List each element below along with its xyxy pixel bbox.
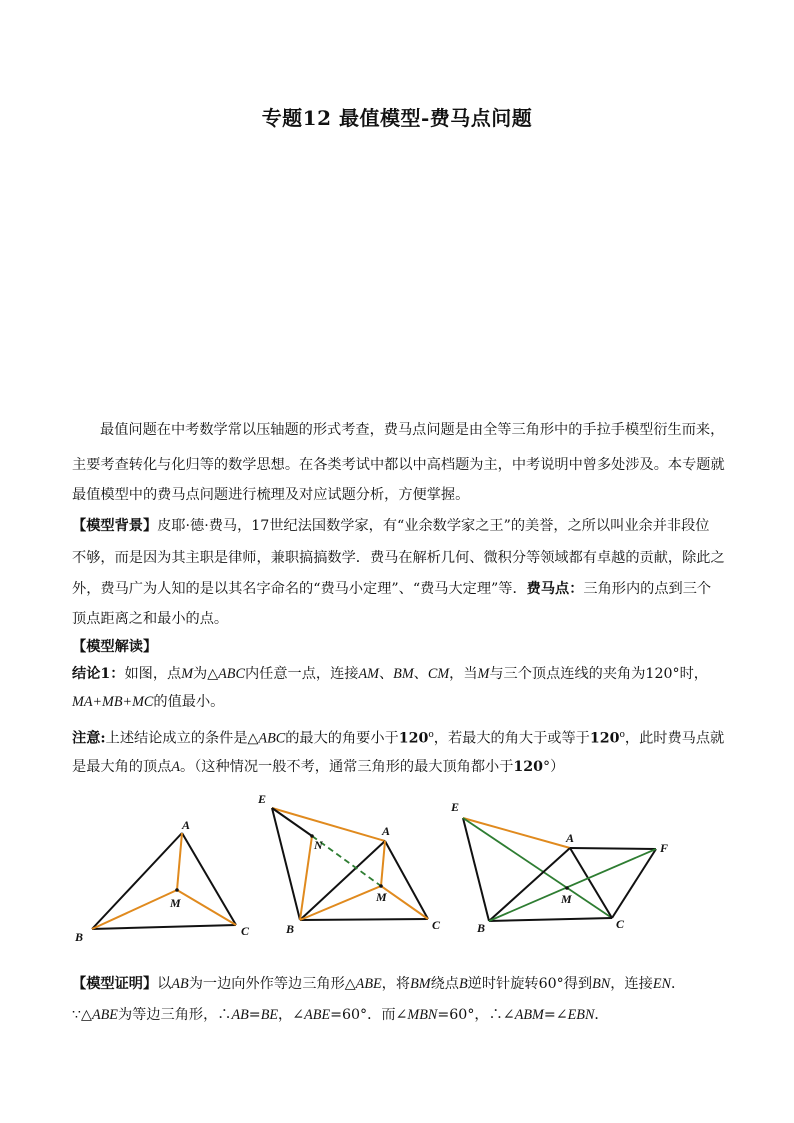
var: EN xyxy=(652,976,671,992)
proof-line-1 xyxy=(72,974,726,994)
var: MBN xyxy=(407,1007,438,1023)
text: 为等边三角形，∴ xyxy=(117,1007,232,1023)
var: CM xyxy=(427,666,450,682)
segment-ac xyxy=(385,841,428,919)
segment-ab xyxy=(92,833,182,929)
label-m: M xyxy=(561,892,572,906)
var: EBN xyxy=(567,1007,595,1023)
text: 的值最小。 xyxy=(153,694,225,710)
num: 120 xyxy=(589,730,620,747)
background-text: 皮耶·德·费马，17世纪法国数学家，有“业余数学家之王”的美誉，之所以叫业余并非段位 xyxy=(157,518,710,534)
text: 上述结论成立的条件是△ xyxy=(105,730,259,747)
segment-ac xyxy=(182,833,236,925)
text: 与三个顶点连线的夹角为120°时， xyxy=(489,666,708,682)
text: 。（这种情况一般不考，通常三角形的最大顶角都小于 xyxy=(180,759,514,775)
var: BN xyxy=(592,976,611,992)
note-label: 注意: xyxy=(72,730,106,747)
label-a: A xyxy=(182,818,191,832)
figure-1 xyxy=(74,818,250,944)
var: M xyxy=(181,666,194,682)
figure-2 xyxy=(257,792,441,936)
label-m: M xyxy=(376,890,387,904)
intro-line-3: 最值模型中的费马点问题进行梳理及对应试题分析，方便掌握。 xyxy=(72,487,470,503)
label-c: C xyxy=(241,924,250,938)
var: ABC xyxy=(218,666,245,682)
var: BM xyxy=(410,976,431,992)
segment-bc xyxy=(489,918,612,921)
label-e: E xyxy=(451,800,460,814)
segment-bm xyxy=(92,890,177,929)
text: =60°．而∠ xyxy=(330,1007,408,1023)
num: 120 xyxy=(513,759,544,775)
segment-am xyxy=(381,841,385,886)
segment-ab xyxy=(489,848,570,921)
background-text: 三角形内的点到三个 xyxy=(583,581,712,597)
text: ，∠ xyxy=(278,1007,305,1023)
segment-ea xyxy=(272,808,385,841)
segment-cm xyxy=(177,890,236,925)
var: AB xyxy=(231,1007,249,1023)
background-line-4: 顶点距离之和最小的点。 xyxy=(72,611,229,627)
segment-bc xyxy=(300,919,428,920)
point-m xyxy=(565,886,569,890)
segment-cm xyxy=(381,886,428,919)
text: 、 xyxy=(413,666,428,682)
text: 内任意一点，连接 xyxy=(244,666,359,682)
text: 为△ xyxy=(193,666,219,682)
label-c: C xyxy=(616,917,625,931)
page-title: 专题12 最值模型-费马点问题 xyxy=(261,106,533,130)
text: ∵△ xyxy=(72,1007,92,1023)
intro-line-2: 主要考查转化与化归等的数学思想。在各类考试中都以中高档题为主，中考说明中曾多处涉及。本专题就 xyxy=(72,457,725,473)
point-m xyxy=(175,888,179,892)
text: ，此时费马点就 xyxy=(624,730,725,747)
text: ，若最大的角大于或等于 xyxy=(433,730,590,747)
var: M xyxy=(477,666,490,682)
label-m: M xyxy=(170,896,181,910)
text: = xyxy=(543,1007,556,1023)
label-c: C xyxy=(432,918,441,932)
interpretation-heading: 【模型解读】 xyxy=(72,639,158,655)
segment-am xyxy=(177,833,182,890)
segment-bf xyxy=(489,849,656,921)
var: ABE xyxy=(91,1007,118,1023)
var: BE xyxy=(260,1007,279,1023)
var: A xyxy=(171,759,180,775)
var: ABM xyxy=(514,1007,544,1023)
text: 的最大的角要小于 xyxy=(285,730,399,747)
fermat-point-label: 费马点： xyxy=(526,581,584,597)
text: 以 xyxy=(157,976,172,992)
text: 绕点 xyxy=(430,976,459,992)
label-f: F xyxy=(660,841,669,855)
text: 是最大角的顶点 xyxy=(72,759,172,775)
conclusion-label: 结论1： xyxy=(72,666,125,682)
var: MA+MB+MC xyxy=(72,694,154,710)
text: ． xyxy=(670,976,686,992)
point-m xyxy=(379,884,383,888)
background-text: 外，费马广为人知的是以其名字命名的“费马小定理”、“费马大定理”等． xyxy=(72,581,527,597)
text: =60°，∴∠ xyxy=(437,1007,515,1023)
text: 、 xyxy=(378,666,394,682)
intro-line-1: 最值问题在中考数学常以压轴题的形式考查，费马点问题是由全等三角形中的手拉手模型衍生而来， xyxy=(100,422,725,438)
background-line-2: 不够，而是因为其主职是律师，兼职搞搞数学．费马在解析几何、微积分等领域都有卓越的贡献，除此之 xyxy=(72,550,725,566)
label-a: A xyxy=(382,824,391,838)
num: 120 xyxy=(398,730,429,747)
var: AM xyxy=(358,666,379,682)
text: °） xyxy=(543,759,565,775)
label-b: B xyxy=(75,930,84,944)
note-line-1: 注意:上述结论成立的条件是△ABC的最大的角要小于120$^o$，若最大的角大于或等于120$^o$，此时费马点就 xyxy=(72,730,725,747)
var: ABC xyxy=(258,730,286,747)
segment-ea xyxy=(463,818,570,848)
var: BM xyxy=(393,666,414,682)
background-heading: 【模型背景】 xyxy=(72,518,158,534)
label-b: B xyxy=(477,921,486,935)
label-a: A xyxy=(566,831,575,845)
var: ABE xyxy=(355,976,382,992)
text: ，将 xyxy=(381,976,411,992)
text: ，连接 xyxy=(610,976,653,992)
figure-3 xyxy=(450,800,668,935)
text: ． xyxy=(594,1007,609,1023)
var: B xyxy=(458,976,468,992)
text: 为一边向外作等边三角形△ xyxy=(188,976,356,992)
var: ABE xyxy=(304,1007,331,1023)
text: ，当 xyxy=(449,666,478,682)
proof-heading: 【模型证明】 xyxy=(72,976,158,992)
text: = xyxy=(248,1007,261,1023)
text: 逆时针旋转60°得到 xyxy=(467,976,593,992)
segment-af xyxy=(570,848,656,849)
text: 如图，点 xyxy=(124,666,182,682)
segment-bc xyxy=(92,925,236,929)
segment-bm xyxy=(300,886,381,920)
var: AB xyxy=(171,976,189,992)
segment-bn xyxy=(300,836,312,920)
label-e: E xyxy=(258,792,267,806)
proof-line-2: ∵△ABE为等边三角形，∴AB=BE，∠ABE=60°．而∠MBN=60°，∴∠ABM=∠EBN． xyxy=(72,1007,609,1023)
label-n: N xyxy=(314,838,323,852)
label-b: B xyxy=(286,922,295,936)
